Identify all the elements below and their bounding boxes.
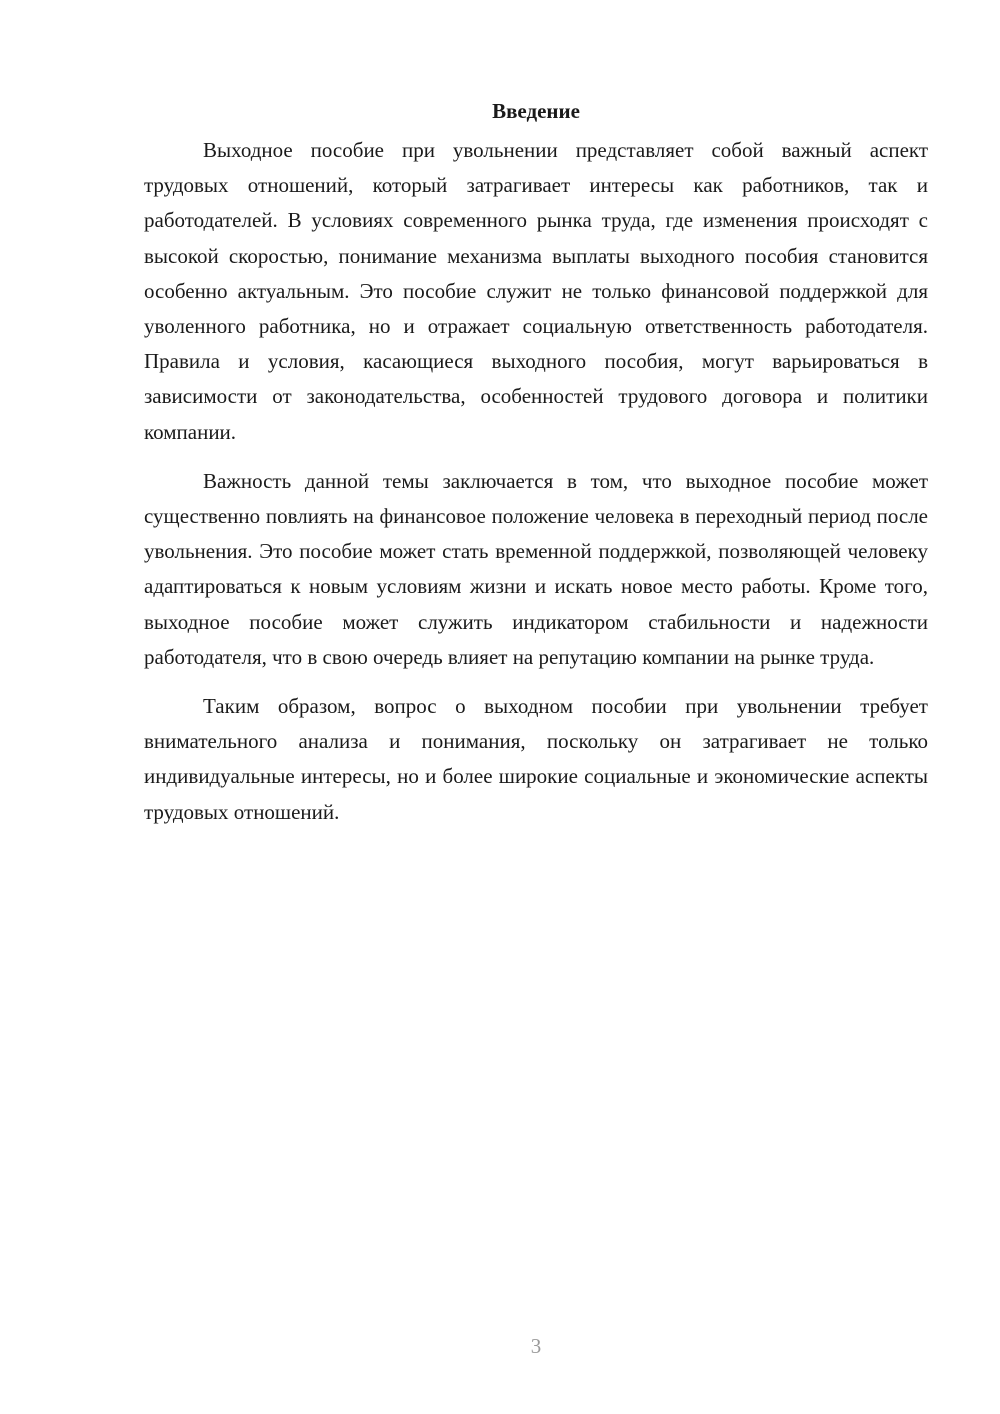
paragraph-1: Выходное пособие при увольнении представляет собой важный аспект трудовых отношений, который затрагивает интересы как работников, так и работодателей. В условиях современного рынка труда, где изменения происходят с высокой скоростью, понимание механизма выплаты выходного пособия становится особенно актуальным. Это пособие служит не только финансовой поддержкой для уволенного работника, но и отражает социальную ответственность работодателя. Правила и условия, касающиеся выходного пособия, могут варьироваться в зависимости от законодательства, особенностей трудового договора и политики компании.: [144, 138, 928, 444]
page-number: 3: [530, 1334, 542, 1358]
paragraph-2: Важность данной темы заключается в том, что выходное пособие может существенно повлиять на финансовое положение человека в переходный период после увольнения. Это пособие может стать временной поддержкой, позволяющей человеку адаптироваться к новым условиям жизни и искать новое место работы. Кроме того, выходное пособие может служить индикатором стабильности и надежности работодателя, что в свою очередь влияет на репутацию компании на рынке труда.: [144, 468, 928, 669]
page-content: [144, 96, 928, 844]
paragraph-3: Таким образом, вопрос о выходном пособии при увольнении требует внимательного анализа и понимания, поскольку он затрагивает не только индивидуальные интересы, но и более широкие социальные и экономические аспекты трудовых отношений.: [144, 694, 928, 824]
section-heading: Введение: [492, 99, 580, 123]
